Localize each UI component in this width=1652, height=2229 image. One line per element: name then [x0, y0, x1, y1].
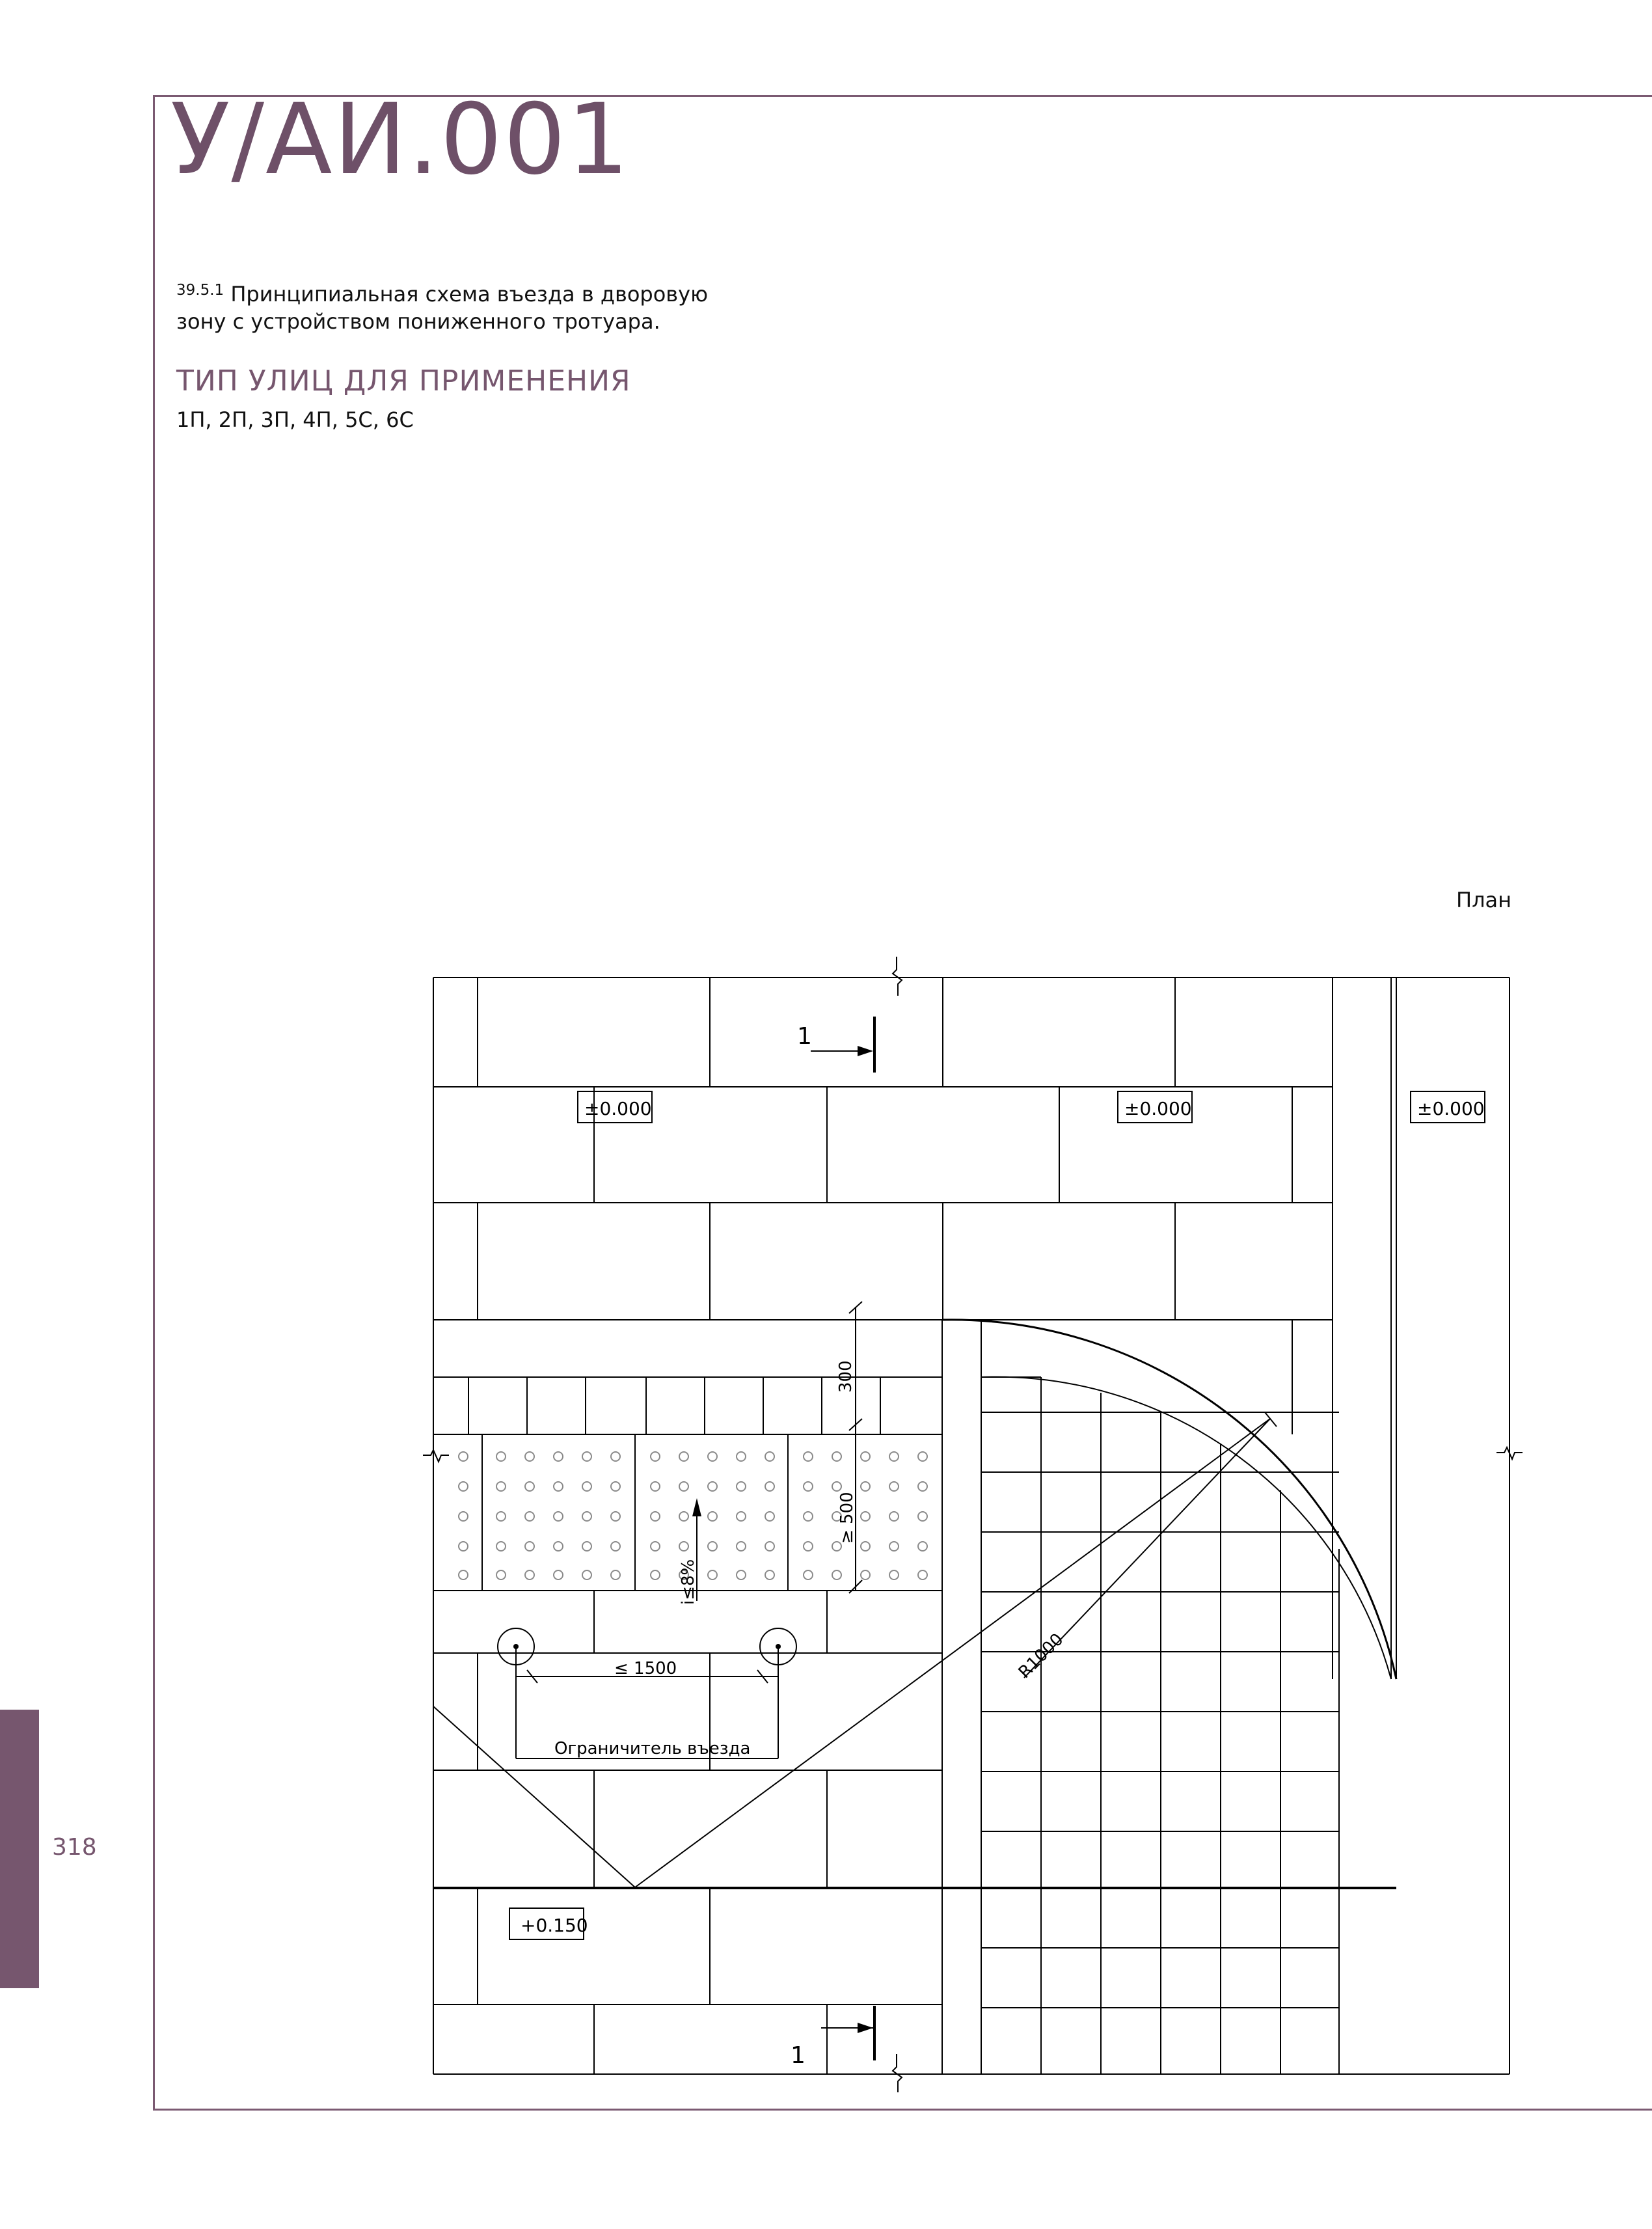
- caption-line-2: зону с устройством пониженного тротуара.: [176, 308, 660, 334]
- tactile-dot: [554, 1482, 563, 1491]
- tactile-dot: [651, 1482, 660, 1491]
- tactile-dot: [804, 1542, 813, 1551]
- tactile-dot: [459, 1482, 468, 1491]
- tactile-dot: [459, 1452, 468, 1461]
- tactile-dot: [889, 1452, 899, 1461]
- tactile-dot: [459, 1542, 468, 1551]
- elevation-1: ±0.000: [584, 1098, 652, 1119]
- section-mark-top: 1: [797, 1023, 812, 1050]
- tactile-dot: [582, 1542, 591, 1551]
- tactile-dot: [918, 1482, 927, 1491]
- caption-number: 39.5.1: [176, 282, 224, 299]
- tactile-dot: [611, 1482, 620, 1491]
- tactile-dot: [861, 1452, 870, 1461]
- tactile-dot: [708, 1482, 717, 1491]
- tactile-dot: [496, 1512, 506, 1521]
- tactile-dot: [832, 1570, 841, 1579]
- elevation-2: ±0.000: [1124, 1098, 1192, 1119]
- tactile-dot: [651, 1452, 660, 1461]
- tactile-dot: [889, 1512, 899, 1521]
- tactile-dot: [679, 1542, 688, 1551]
- tactile-dot: [889, 1570, 899, 1579]
- tactile-dot: [804, 1570, 813, 1579]
- tactile-dot: [525, 1482, 534, 1491]
- dimension-1500: ≤ 1500: [614, 1659, 677, 1678]
- elevation-4: +0.150: [521, 1915, 588, 1936]
- tactile-dot: [804, 1512, 813, 1521]
- tactile-dot: [708, 1542, 717, 1551]
- tactile-dot: [611, 1452, 620, 1461]
- tactile-dot: [765, 1482, 774, 1491]
- tactile-dot: [459, 1512, 468, 1521]
- slope-label: i≤8%: [679, 1559, 698, 1605]
- tactile-dot: [918, 1512, 927, 1521]
- tactile-dot: [496, 1570, 506, 1579]
- tactile-dot: [525, 1542, 534, 1551]
- tactile-dot: [708, 1512, 717, 1521]
- tactile-dot: [765, 1542, 774, 1551]
- tactile-dot: [737, 1512, 746, 1521]
- tactile-dot: [918, 1452, 927, 1461]
- elevation-3: ±0.000: [1417, 1098, 1485, 1119]
- tactile-dot: [708, 1570, 717, 1579]
- tactile-dot: [651, 1512, 660, 1521]
- tactile-dot: [832, 1452, 841, 1461]
- tactile-dot: [861, 1542, 870, 1551]
- street-types-values: 1П, 2П, 3П, 4П, 5С, 6С: [176, 407, 414, 432]
- tactile-dot: [804, 1452, 813, 1461]
- tactile-dot: [737, 1542, 746, 1551]
- tactile-dot: [554, 1512, 563, 1521]
- tactile-dot: [804, 1482, 813, 1491]
- tactile-dot: [861, 1482, 870, 1491]
- tactile-dot: [679, 1452, 688, 1461]
- tactile-dot: [582, 1482, 591, 1491]
- tactile-dot: [611, 1542, 620, 1551]
- tactile-dot: [861, 1512, 870, 1521]
- tactile-dot: [582, 1512, 591, 1521]
- tactile-dot: [708, 1452, 717, 1461]
- tactile-dot: [611, 1512, 620, 1521]
- tactile-dot: [496, 1542, 506, 1551]
- dimension-300: 300: [836, 1360, 856, 1393]
- tactile-dot: [651, 1542, 660, 1551]
- tactile-dot: [582, 1570, 591, 1579]
- tactile-dot: [554, 1542, 563, 1551]
- tactile-dot: [918, 1542, 927, 1551]
- tactile-dot: [889, 1542, 899, 1551]
- restrictor-label: Ограничитель въезда: [554, 1739, 751, 1758]
- tactile-dot: [679, 1482, 688, 1491]
- tactile-dot: [679, 1512, 688, 1521]
- plan-title: План: [1456, 888, 1512, 912]
- section-mark-bottom: 1: [791, 2042, 806, 2069]
- tactile-dot: [765, 1452, 774, 1461]
- tactile-dot: [459, 1570, 468, 1579]
- radius-label: R1000: [1014, 1630, 1068, 1682]
- tactile-dot: [737, 1482, 746, 1491]
- tactile-dot: [765, 1512, 774, 1521]
- tactile-dot: [832, 1482, 841, 1491]
- tactile-dot: [496, 1482, 506, 1491]
- tactile-dot: [737, 1570, 746, 1579]
- dimension-500: ≥ 500: [837, 1492, 857, 1544]
- tactile-dot: [554, 1570, 563, 1579]
- tactile-dot: [525, 1570, 534, 1579]
- tactile-dot: [651, 1570, 660, 1579]
- tactile-dot: [496, 1452, 506, 1461]
- tactile-dot: [918, 1570, 927, 1579]
- tactile-dot: [889, 1482, 899, 1491]
- document-code: У/АИ.001: [170, 83, 630, 197]
- tactile-dot: [737, 1452, 746, 1461]
- tactile-dot: [525, 1512, 534, 1521]
- page-number: 318: [52, 1834, 97, 1861]
- caption-line-1: Принципиальная схема въезда в дворовую: [230, 282, 709, 307]
- tactile-dot: [525, 1452, 534, 1461]
- tactile-dot: [582, 1452, 591, 1461]
- tactile-dot: [861, 1570, 870, 1579]
- tactile-dot: [765, 1570, 774, 1579]
- tactile-dot: [611, 1570, 620, 1579]
- tactile-dot: [554, 1452, 563, 1461]
- street-types-heading: ТИП УЛИЦ ДЛЯ ПРИМЕНЕНИЯ: [176, 364, 631, 398]
